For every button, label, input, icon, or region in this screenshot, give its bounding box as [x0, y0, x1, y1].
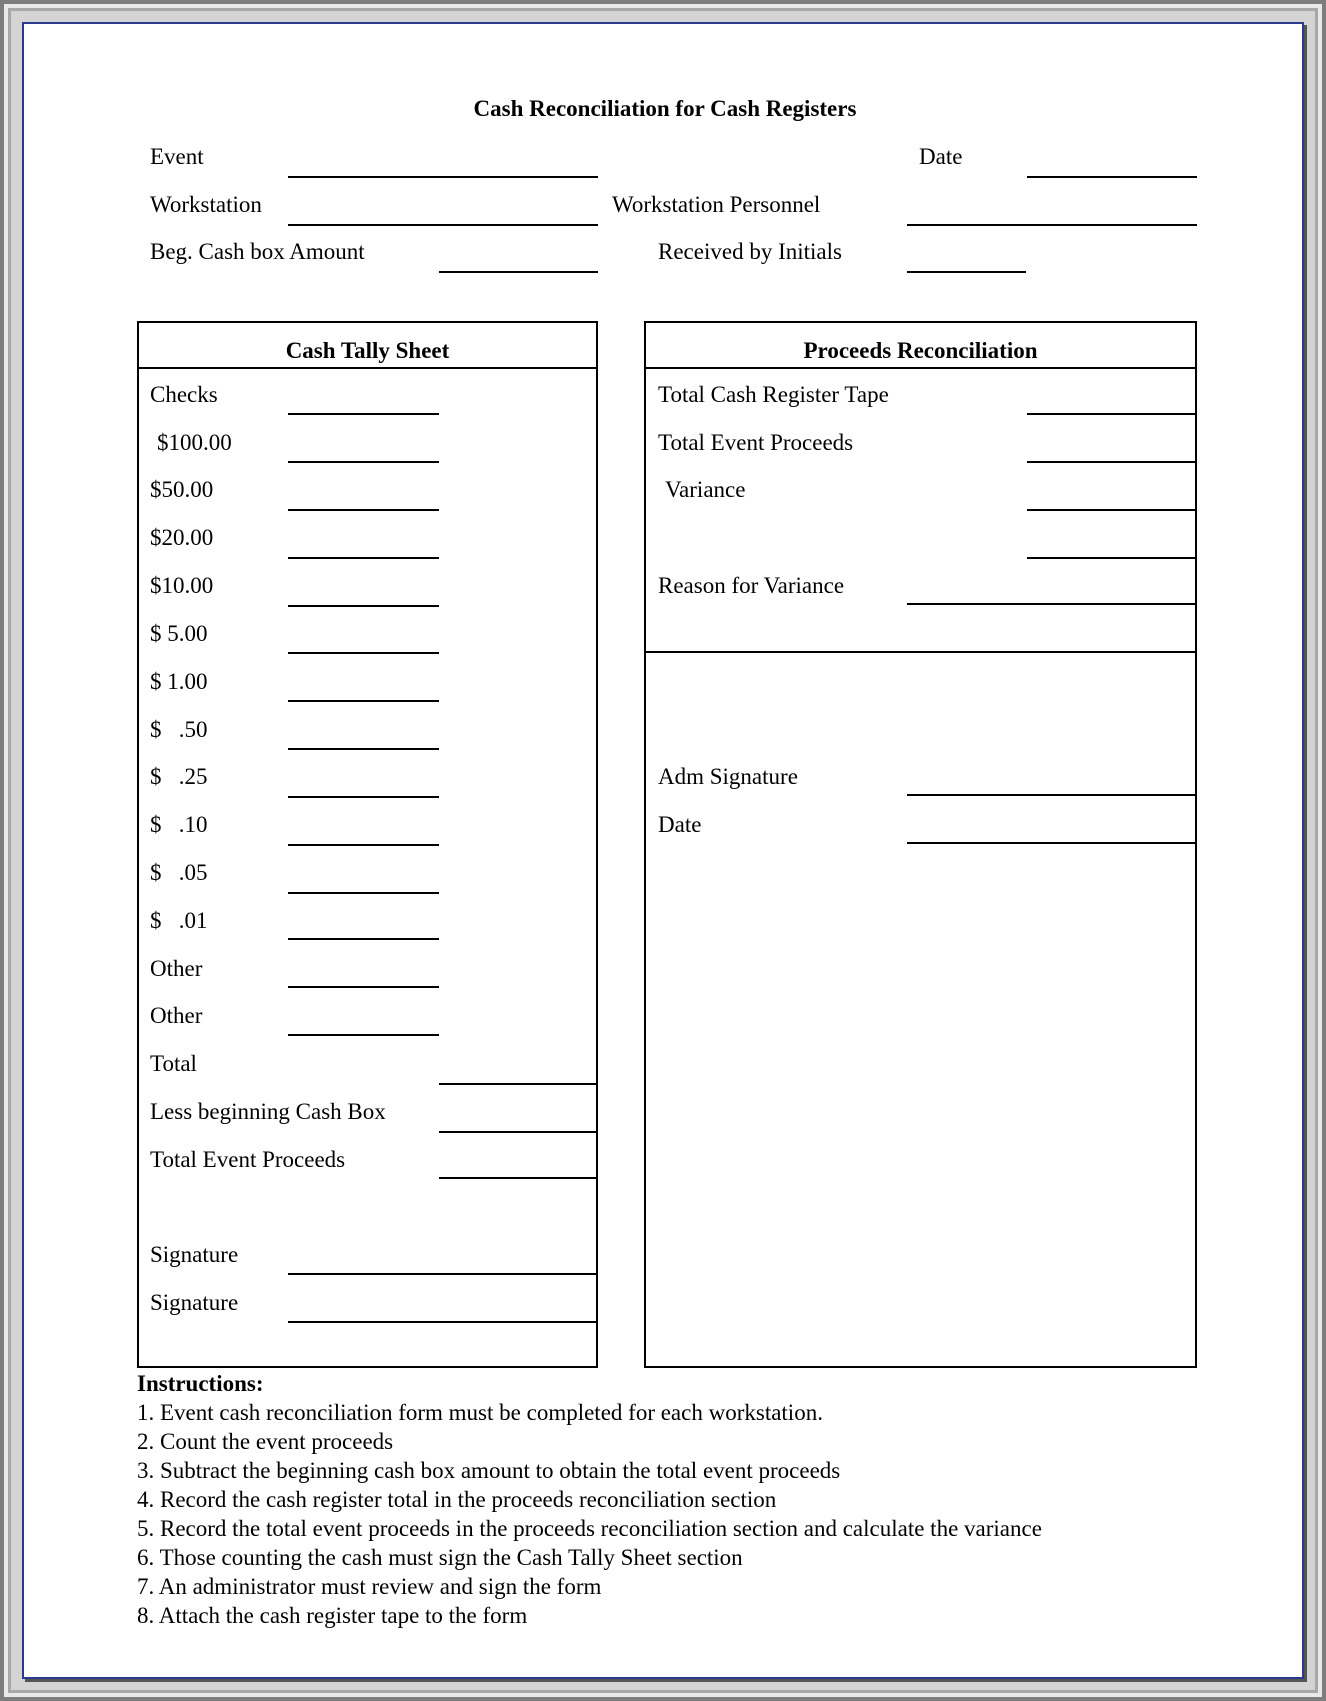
received-initials-label: Received by Initials: [658, 239, 842, 264]
total-event-proceeds-label: Total Event Proceeds: [150, 1147, 346, 1172]
tally-row-field[interactable]: [288, 748, 439, 750]
tally-row-field[interactable]: [288, 1034, 439, 1036]
total-field[interactable]: [439, 1083, 598, 1085]
tally-row-label: $ 5.00: [150, 621, 208, 646]
tally-row-label: $ .01: [150, 908, 208, 933]
adm-signature-field[interactable]: [907, 794, 1197, 796]
reason-field[interactable]: [907, 603, 1197, 605]
instruction-item: 3. Subtract the beginning cash box amount to obtain the total event proceeds: [137, 1458, 841, 1483]
form-page: [22, 22, 1304, 1679]
signature-1-label: Signature: [150, 1242, 239, 1267]
tally-row-field[interactable]: [288, 509, 439, 511]
tally-row-label: $50.00: [150, 477, 214, 502]
beg-cash-box-label: Beg. Cash box Amount: [150, 239, 365, 264]
total-event-proceeds-field[interactable]: [439, 1177, 598, 1179]
tally-row-label: $100.00: [157, 430, 232, 455]
tally-row-label: $20.00: [150, 525, 214, 550]
less-beginning-label: Less beginning Cash Box: [150, 1099, 386, 1124]
cash-tally-header: Cash Tally Sheet: [139, 323, 596, 369]
instructions: [137, 1369, 1042, 1630]
instruction-item: 1. Event cash reconciliation form must be completed for each workstation.: [137, 1400, 823, 1425]
tally-row-label: $ .25: [150, 764, 208, 789]
tally-row-field[interactable]: [288, 652, 439, 654]
event-proceeds-label: Total Event Proceeds: [658, 430, 854, 455]
adm-date-label: Date: [658, 812, 702, 837]
tally-row-label: Other: [150, 956, 203, 981]
instructions-title: Instructions:: [137, 1371, 264, 1396]
tally-row-label: $ 1.00: [150, 669, 208, 694]
beg-cash-box-field[interactable]: [439, 271, 598, 273]
date-field[interactable]: [1027, 176, 1197, 178]
tally-row-field[interactable]: [288, 796, 439, 798]
received-initials-field[interactable]: [907, 271, 1026, 273]
instruction-item: 5. Record the total event proceeds in the proceeds reconciliation section and calculate the variance: [137, 1516, 1042, 1541]
tally-row-field[interactable]: [288, 557, 439, 559]
instruction-item: 7. An administrator must review and sign the form: [137, 1574, 602, 1599]
less-beginning-field[interactable]: [439, 1131, 598, 1133]
variance-label: Variance: [665, 477, 746, 502]
workstation-personnel-field[interactable]: [907, 224, 1197, 226]
event-field[interactable]: [288, 176, 598, 178]
tally-row-label: $ .50: [150, 717, 208, 742]
register-tape-label: Total Cash Register Tape: [658, 382, 889, 407]
signature-2-field[interactable]: [288, 1321, 598, 1323]
tally-row-field[interactable]: [288, 892, 439, 894]
register-tape-field[interactable]: [1027, 413, 1197, 415]
form-title: Cash Reconciliation for Cash Registers: [473, 96, 857, 121]
date-label: Date: [919, 144, 963, 169]
variance-field[interactable]: [1027, 509, 1197, 511]
proceeds-divider: [644, 651, 1197, 653]
instruction-item: 2. Count the event proceeds: [137, 1429, 394, 1454]
instruction-item: 4. Record the cash register total in the proceeds reconciliation section: [137, 1487, 777, 1512]
workstation-label: Workstation: [150, 192, 262, 217]
total-label: Total: [150, 1051, 197, 1076]
tally-row-field[interactable]: [288, 413, 439, 415]
tally-row-label: $10.00: [150, 573, 214, 598]
adm-date-field[interactable]: [907, 842, 1197, 844]
tally-row-field[interactable]: [288, 938, 439, 940]
tally-row-label: Other: [150, 1003, 203, 1028]
variance-field-extra[interactable]: [1027, 557, 1197, 559]
tally-row-field[interactable]: [288, 605, 439, 607]
instruction-item: 8. Attach the cash register tape to the form: [137, 1603, 528, 1628]
proceeds-header: Proceeds Reconciliation: [646, 323, 1195, 369]
adm-signature-label: Adm Signature: [658, 764, 798, 789]
tally-row-label: $ .05: [150, 860, 208, 885]
instruction-item: 6. Those counting the cash must sign the Cash Tally Sheet section: [137, 1545, 743, 1570]
workstation-personnel-label: Workstation Personnel: [612, 192, 821, 217]
tally-row-field[interactable]: [288, 986, 439, 988]
tally-row-field[interactable]: [288, 700, 439, 702]
workstation-field[interactable]: [288, 224, 598, 226]
event-label: Event: [150, 144, 204, 169]
tally-row-label: $ .10: [150, 812, 208, 837]
tally-row-label: Checks: [150, 382, 218, 407]
signature-1-field[interactable]: [288, 1273, 598, 1275]
tally-row-field[interactable]: [288, 461, 439, 463]
event-proceeds-field[interactable]: [1027, 461, 1197, 463]
signature-2-label: Signature: [150, 1290, 239, 1315]
tally-row-field[interactable]: [288, 844, 439, 846]
reason-label: Reason for Variance: [658, 573, 845, 598]
